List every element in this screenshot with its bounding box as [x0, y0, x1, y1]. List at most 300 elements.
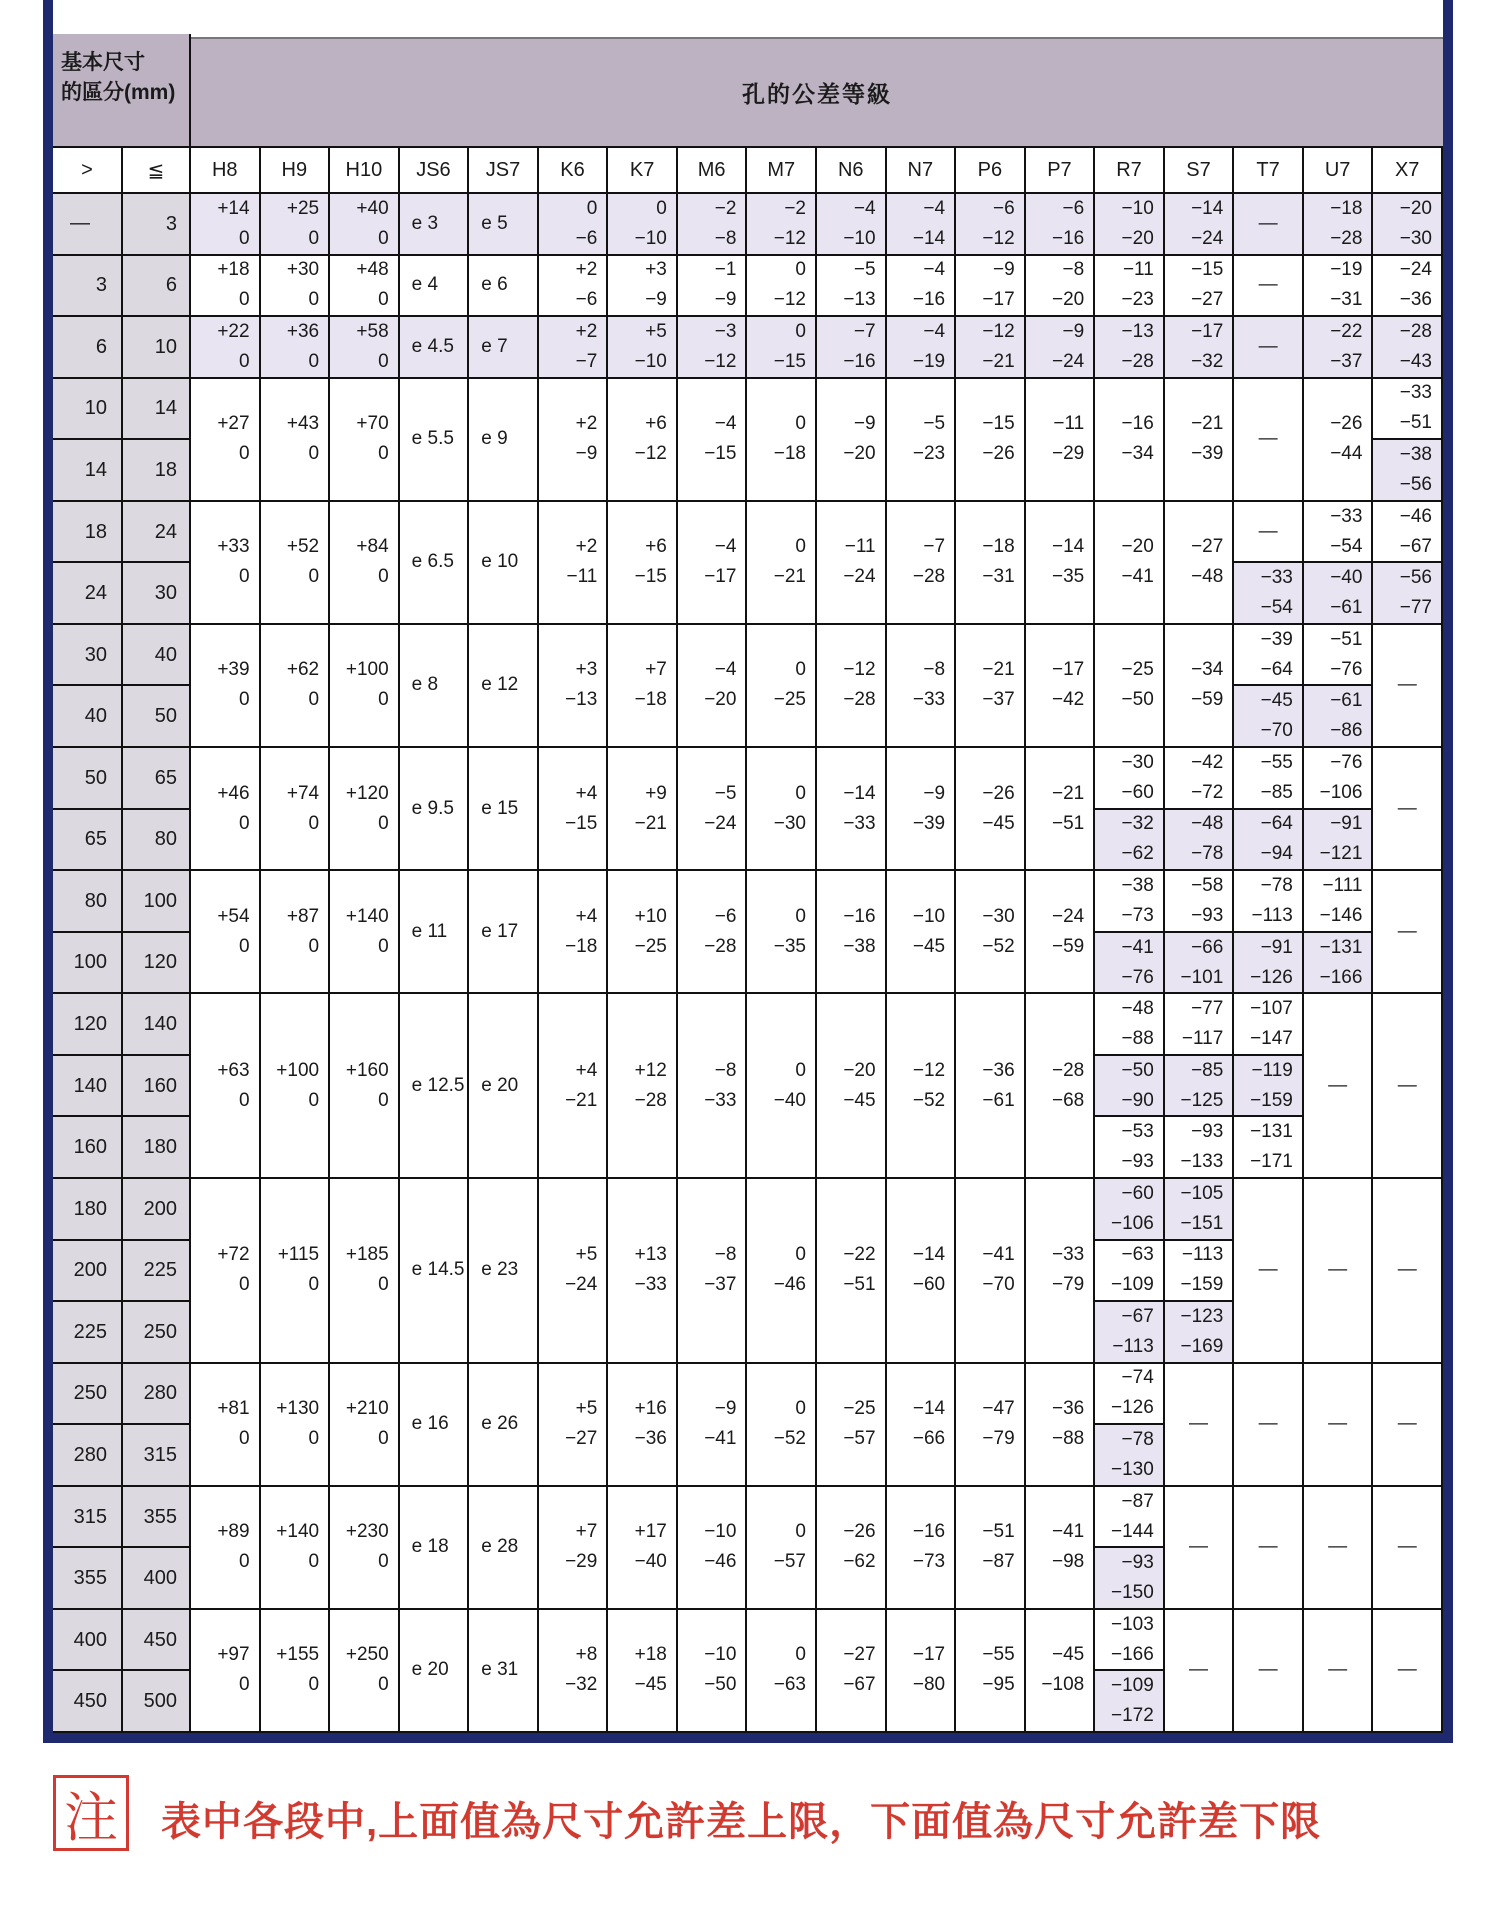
upper-deviation: +17	[634, 1521, 667, 1543]
lower-deviation: −52	[982, 935, 1015, 957]
tolerance-cell-u7	[1304, 871, 1374, 933]
tolerance-cell-js6	[400, 194, 470, 256]
upper-deviation: −6	[992, 197, 1015, 219]
tolerance-cell-u7	[1304, 1179, 1374, 1364]
upper-deviation: −17	[912, 1644, 946, 1666]
lower-deviation: −28	[704, 935, 737, 957]
lower-deviation: −68	[1051, 1089, 1085, 1111]
lower-deviation: −40	[634, 1551, 667, 1573]
tolerance-cell-p7	[1026, 379, 1096, 502]
symmetric-deviation: e 8	[411, 674, 439, 696]
tolerance-cell-t7	[1234, 994, 1304, 1056]
lower-deviation: −31	[1330, 289, 1363, 311]
upper-deviation: −17	[1191, 320, 1224, 342]
lower-deviation: 0	[308, 935, 320, 957]
lower-deviation: −48	[1191, 566, 1224, 588]
upper-deviation: −47	[982, 1398, 1015, 1420]
tolerance-cell-m6	[678, 317, 748, 379]
lower-deviation: 0	[308, 227, 320, 249]
tolerance-cell-js6	[400, 317, 470, 379]
upper-deviation: −27	[843, 1644, 876, 1666]
tolerance-cell-k6	[539, 1364, 609, 1487]
lower-deviation: −144	[1110, 1520, 1154, 1542]
upper-deviation: 0	[656, 197, 667, 219]
tolerance-cell-p7	[1026, 256, 1096, 318]
upper-deviation: −93	[1121, 1552, 1154, 1574]
upper-deviation: −33	[1330, 505, 1363, 527]
lower-deviation: 0	[238, 1274, 250, 1296]
tolerance-cell-s7	[1165, 317, 1235, 379]
not-applicable-dash: —	[1397, 1259, 1417, 1281]
lower-deviation: −16	[912, 289, 946, 311]
lower-deviation: 0	[308, 1674, 320, 1696]
lower-deviation: −12	[773, 289, 806, 311]
tolerance-cell-js6	[400, 1364, 470, 1487]
lower-deviation: −9	[714, 289, 737, 311]
upper-deviation: −30	[982, 905, 1015, 927]
upper-deviation: −93	[1191, 1121, 1224, 1143]
upper-deviation: +6	[645, 536, 667, 558]
size-to-cell	[123, 748, 191, 810]
lower-deviation: −88	[1121, 1028, 1154, 1050]
lower-deviation: −52	[773, 1428, 806, 1450]
upper-deviation: −36	[1051, 1398, 1085, 1420]
size-from-cell	[53, 686, 123, 748]
tolerance-cell-r7	[1095, 379, 1165, 502]
tolerance-cell-h10	[330, 871, 400, 994]
lower-deviation: −42	[1051, 689, 1085, 711]
upper-deviation: −51	[982, 1521, 1015, 1543]
lower-deviation: −172	[1110, 1705, 1154, 1727]
lower-deviation: 0	[308, 1089, 320, 1111]
tolerance-cell-m6	[678, 748, 748, 871]
tolerance-cell-js6	[400, 625, 470, 748]
upper-deviation: +12	[634, 1059, 667, 1081]
lower-deviation: −90	[1121, 1089, 1154, 1111]
tolerance-cell-u7	[1304, 625, 1374, 687]
tolerance-cell-r7	[1095, 1117, 1165, 1179]
tolerance-cell-js7	[469, 317, 539, 379]
tolerance-cell-js6	[400, 379, 470, 502]
tolerance-cell-r7	[1095, 1610, 1165, 1672]
lower-deviation: 0	[238, 1674, 250, 1696]
lower-deviation: −159	[1180, 1274, 1224, 1296]
tolerance-cell-n7	[887, 194, 957, 256]
upper-deviation: −11	[1122, 259, 1154, 281]
upper-deviation: +7	[575, 1521, 598, 1543]
lower-deviation: −21	[634, 812, 667, 834]
tolerance-cell-h9	[261, 502, 331, 625]
tolerance-cell-h8	[191, 625, 261, 748]
tolerance-cell-m6	[678, 379, 748, 502]
lower-deviation: 0	[238, 350, 250, 372]
size-from-cell	[53, 1241, 123, 1303]
lower-deviation: 0	[308, 1551, 320, 1573]
tolerance-cell-r7	[1095, 1302, 1165, 1364]
lower-deviation: 0	[238, 566, 250, 588]
lower-deviation: 0	[308, 289, 320, 311]
tolerance-cell-js6	[400, 748, 470, 871]
upper-deviation: −63	[1121, 1244, 1154, 1266]
lower-deviation: −11	[566, 566, 598, 588]
size-from: 100	[73, 951, 107, 974]
tolerance-cell-n6	[817, 1487, 887, 1610]
upper-deviation: −123	[1180, 1305, 1224, 1327]
upper-deviation: −33	[1051, 1244, 1085, 1266]
symmetric-deviation: e 31	[481, 1659, 519, 1681]
tolerance-cell-s7	[1165, 625, 1235, 748]
lower-deviation: 0	[378, 227, 389, 249]
tolerance-cell-t7	[1234, 686, 1304, 748]
lower-deviation: −28	[1121, 350, 1154, 372]
tolerance-cell-p6	[956, 256, 1026, 318]
lower-deviation: 0	[378, 689, 389, 711]
lower-deviation: 0	[378, 1674, 389, 1696]
upper-deviation: +185	[345, 1244, 389, 1266]
lower-deviation: 0	[378, 1551, 389, 1573]
size-to-cell	[123, 1117, 191, 1179]
upper-deviation: −11	[844, 536, 876, 558]
column-header-label: K7	[629, 158, 655, 181]
upper-deviation: −12	[982, 320, 1015, 342]
upper-deviation: 0	[795, 905, 806, 927]
tolerance-cell-k7	[608, 194, 678, 256]
upper-deviation: −28	[1399, 320, 1432, 342]
lower-deviation: −166	[1319, 966, 1363, 988]
tolerance-cell-k6	[539, 1179, 609, 1364]
lower-deviation: −36	[634, 1428, 667, 1450]
tolerance-cell-t7	[1234, 625, 1304, 687]
size-to: 65	[154, 766, 177, 789]
tolerance-cell-h8	[191, 1610, 261, 1733]
upper-deviation: +81	[217, 1398, 250, 1420]
lower-deviation: −117	[1181, 1028, 1224, 1050]
size-from: 140	[73, 1074, 107, 1097]
lower-deviation: −113	[1112, 1335, 1154, 1357]
upper-deviation: −19	[1330, 259, 1363, 281]
upper-deviation: +5	[575, 1244, 598, 1266]
upper-deviation: −91	[1330, 813, 1363, 835]
tolerance-cell-r7	[1095, 748, 1165, 810]
tolerance-cell-p6	[956, 194, 1026, 256]
lower-deviation: −66	[912, 1428, 946, 1450]
tolerance-cell-t7	[1234, 1610, 1304, 1733]
tolerance-cell-x7	[1373, 194, 1443, 256]
upper-deviation: −46	[1399, 505, 1432, 527]
upper-deviation: −24	[1399, 259, 1432, 281]
tolerance-cell-h10	[330, 1364, 400, 1487]
not-applicable-dash: —	[1397, 1413, 1417, 1435]
lower-deviation: 0	[308, 1274, 320, 1296]
not-applicable-dash: —	[1328, 1074, 1348, 1096]
upper-deviation: −8	[714, 1059, 737, 1081]
tolerance-cell-n7	[887, 1364, 957, 1487]
lower-deviation: −15	[565, 812, 598, 834]
lower-deviation: −70	[1260, 720, 1293, 742]
tolerance-cell-js7	[469, 1179, 539, 1364]
column-header-p7	[1026, 148, 1096, 194]
lower-deviation: 0	[238, 443, 250, 465]
upper-deviation: −109	[1110, 1675, 1154, 1697]
lower-deviation: −54	[1330, 535, 1363, 557]
lower-deviation: −125	[1180, 1089, 1224, 1111]
tolerance-cell-k6	[539, 625, 609, 748]
tolerance-cell-k7	[608, 871, 678, 994]
upper-deviation: −6	[1062, 197, 1085, 219]
not-applicable-dash: —	[1258, 274, 1278, 296]
size-from: 10	[84, 397, 107, 420]
lower-deviation: −28	[634, 1089, 667, 1111]
tolerance-cell-t7	[1234, 810, 1304, 872]
upper-deviation: +72	[217, 1244, 250, 1266]
tolerance-cell-p7	[1026, 1610, 1096, 1733]
tolerance-cell-k7	[608, 1487, 678, 1610]
tolerance-cell-t7	[1234, 748, 1304, 810]
upper-deviation: −18	[982, 536, 1015, 558]
lower-deviation: −45	[843, 1089, 876, 1111]
upper-deviation: −4	[923, 320, 946, 342]
lower-deviation: −108	[1041, 1674, 1085, 1696]
tolerance-cell-n6	[817, 871, 887, 994]
lower-deviation: −63	[773, 1674, 806, 1696]
tolerance-cell-s7	[1165, 194, 1235, 256]
lower-deviation: 0	[238, 689, 250, 711]
lower-deviation: −43	[1399, 350, 1432, 372]
upper-deviation: −26	[982, 782, 1015, 804]
upper-deviation: +9	[645, 782, 667, 804]
lower-deviation: −64	[1260, 658, 1293, 680]
lower-deviation: 0	[308, 1428, 320, 1450]
tolerance-cell-js7	[469, 625, 539, 748]
lower-deviation: −29	[565, 1551, 598, 1573]
tolerance-cell-t7	[1234, 933, 1304, 995]
lower-deviation: −15	[634, 566, 667, 588]
upper-deviation: −20	[1121, 536, 1154, 558]
lower-deviation: −18	[565, 935, 598, 957]
symmetric-deviation: e 9.5	[411, 797, 454, 819]
lower-deviation: 0	[308, 443, 320, 465]
lower-deviation: −52	[912, 1089, 946, 1111]
upper-deviation: −9	[853, 413, 876, 435]
lower-deviation: −77	[1399, 597, 1432, 619]
lower-deviation: −171	[1250, 1151, 1293, 1173]
lower-deviation: 0	[238, 289, 250, 311]
tolerance-cell-p6	[956, 502, 1026, 625]
lower-deviation: −33	[634, 1274, 667, 1296]
column-header-label: JS6	[416, 158, 451, 181]
tolerance-cell-h9	[261, 317, 331, 379]
tolerance-cell-js6	[400, 1179, 470, 1364]
upper-deviation: +210	[345, 1398, 389, 1420]
size-from: 14	[84, 459, 107, 481]
upper-deviation: −32	[1121, 813, 1154, 835]
not-applicable-dash: —	[1258, 335, 1278, 357]
tolerance-cell-m6	[678, 1487, 748, 1610]
tolerance-cell-r7	[1095, 194, 1165, 256]
lower-deviation: −45	[912, 935, 946, 957]
size-to: 10	[154, 335, 177, 358]
upper-deviation: +120	[345, 782, 389, 804]
lower-deviation: −6	[575, 227, 598, 249]
upper-deviation: −22	[843, 1244, 876, 1266]
lower-deviation: −31	[982, 566, 1015, 588]
size-from-cell	[53, 1302, 123, 1364]
column-header-s7	[1165, 148, 1235, 194]
tolerance-cell-js7	[469, 1610, 539, 1733]
lower-deviation: −61	[1330, 597, 1363, 619]
not-applicable-dash: —	[1189, 1413, 1209, 1435]
tolerance-cell-h8	[191, 1179, 261, 1364]
lower-deviation: −51	[843, 1274, 876, 1296]
not-applicable-dash: —	[1328, 1659, 1348, 1681]
upper-deviation: +4	[575, 782, 598, 804]
tolerance-cell-s7	[1165, 502, 1235, 625]
tolerance-cell-m7	[747, 379, 817, 502]
upper-deviation: −50	[1121, 1059, 1154, 1081]
size-to-cell	[123, 1179, 191, 1241]
upper-deviation: +160	[345, 1059, 389, 1081]
tolerance-cell-p7	[1026, 871, 1096, 994]
size-from: 6	[95, 335, 107, 358]
tolerance-cell-m6	[678, 194, 748, 256]
not-applicable-dash: —	[1397, 1536, 1417, 1558]
tolerance-cell-x7	[1373, 1364, 1443, 1487]
symmetric-deviation: e 16	[411, 1413, 449, 1435]
tolerance-cell-n6	[817, 379, 887, 502]
lower-deviation: −50	[704, 1674, 737, 1696]
tolerance-cell-p6	[956, 625, 1026, 748]
tolerance-cell-n7	[887, 1179, 957, 1364]
size-to-cell	[123, 1241, 191, 1303]
size-to: 315	[143, 1443, 177, 1466]
lower-deviation: −79	[1051, 1274, 1085, 1296]
column-header-m7	[747, 148, 817, 194]
tolerance-cell-h8	[191, 194, 261, 256]
upper-deviation: +25	[286, 197, 320, 219]
size-to-cell	[123, 1056, 191, 1118]
tolerance-cell-p6	[956, 748, 1026, 871]
symmetric-deviation: e 12.5	[411, 1074, 465, 1096]
upper-deviation: +18	[634, 1644, 667, 1666]
tolerance-cell-n7	[887, 994, 957, 1179]
tolerance-cell-x7	[1373, 748, 1443, 871]
tolerance-cell-h9	[261, 256, 331, 318]
lower-deviation: −159	[1250, 1089, 1293, 1111]
not-applicable-dash: —	[1328, 1259, 1348, 1281]
tolerance-cell-r7	[1095, 256, 1165, 318]
tolerance-cell-p7	[1026, 1364, 1096, 1487]
size-to: 100	[143, 889, 177, 912]
column-header-r7	[1095, 148, 1165, 194]
tolerance-cell-p6	[956, 317, 1026, 379]
upper-deviation: −4	[923, 259, 946, 281]
lower-deviation: −93	[1191, 904, 1224, 926]
upper-deviation: −30	[1121, 751, 1154, 773]
lower-deviation: −62	[843, 1551, 876, 1573]
column-header-label: K6	[560, 158, 585, 181]
tolerance-cell-r7	[1095, 1179, 1165, 1241]
size-to-cell	[123, 933, 191, 995]
lower-deviation: −101	[1180, 966, 1224, 988]
size-to-cell	[123, 1425, 191, 1487]
tolerance-cell-h9	[261, 1179, 331, 1364]
column-header-label: R7	[1116, 158, 1142, 181]
upper-deviation: +2	[575, 259, 598, 281]
tolerance-cell-js7	[469, 379, 539, 502]
size-to: 30	[154, 582, 177, 605]
upper-deviation: −28	[1051, 1059, 1085, 1081]
lower-deviation: −32	[1191, 350, 1224, 372]
size-to-cell	[123, 871, 191, 933]
tolerance-cell-h9	[261, 748, 331, 871]
upper-deviation: +97	[217, 1644, 250, 1666]
size-to: 80	[154, 828, 177, 851]
tolerance-cell-u7	[1304, 933, 1374, 995]
upper-deviation: +2	[575, 413, 598, 435]
tolerance-cell-h10	[330, 994, 400, 1179]
size-to: 450	[143, 1628, 177, 1651]
upper-deviation: 0	[795, 782, 806, 804]
tolerance-grade-header: 孔的公差等級	[191, 37, 1443, 148]
lower-deviation: −45	[634, 1674, 667, 1696]
tolerance-cell-h10	[330, 502, 400, 625]
tolerance-cell-p7	[1026, 1179, 1096, 1364]
lower-deviation: −151	[1180, 1212, 1224, 1234]
lower-deviation: −20	[704, 689, 737, 711]
symmetric-deviation: e 20	[411, 1659, 449, 1681]
tolerance-cell-t7	[1234, 256, 1304, 318]
upper-deviation: 0	[795, 1644, 806, 1666]
tolerance-cell-js6	[400, 871, 470, 994]
tolerance-cell-s7	[1165, 933, 1235, 995]
upper-deviation: −8	[714, 1244, 737, 1266]
upper-deviation: +40	[356, 197, 389, 219]
tolerance-cell-n6	[817, 317, 887, 379]
upper-deviation: +62	[286, 659, 320, 681]
size-to-cell	[123, 625, 191, 687]
lower-deviation: −14	[912, 227, 946, 249]
lower-deviation: −12	[982, 227, 1015, 249]
upper-deviation: −13	[1121, 320, 1154, 342]
symmetric-deviation: e 10	[481, 551, 519, 573]
upper-deviation: −12	[912, 1059, 946, 1081]
tolerance-cell-h8	[191, 502, 261, 625]
tolerance-cell-h9	[261, 994, 331, 1179]
tolerance-cell-m7	[747, 1364, 817, 1487]
tolerance-cell-m7	[747, 994, 817, 1179]
upper-deviation: −33	[1260, 567, 1293, 589]
tolerance-cell-m7	[747, 256, 817, 318]
upper-deviation: +2	[575, 320, 598, 342]
tolerance-cell-k6	[539, 502, 609, 625]
lower-deviation: −59	[1191, 689, 1224, 711]
lower-deviation: −8	[714, 227, 737, 249]
upper-deviation: +39	[217, 659, 250, 681]
upper-deviation: 0	[795, 259, 806, 281]
size-range-header	[53, 34, 191, 148]
symmetric-deviation: e 11	[411, 920, 448, 942]
tolerance-cell-h10	[330, 1610, 400, 1733]
tolerance-cell-t7	[1234, 1487, 1304, 1610]
upper-deviation: −56	[1399, 567, 1432, 589]
lower-deviation: −106	[1110, 1212, 1154, 1234]
not-applicable-dash: —	[1397, 920, 1417, 942]
lower-deviation: −67	[843, 1674, 876, 1696]
not-applicable-dash: —	[1397, 674, 1417, 696]
size-to-cell	[123, 686, 191, 748]
upper-deviation: −103	[1110, 1613, 1154, 1635]
symmetric-deviation: e 7	[481, 335, 508, 357]
